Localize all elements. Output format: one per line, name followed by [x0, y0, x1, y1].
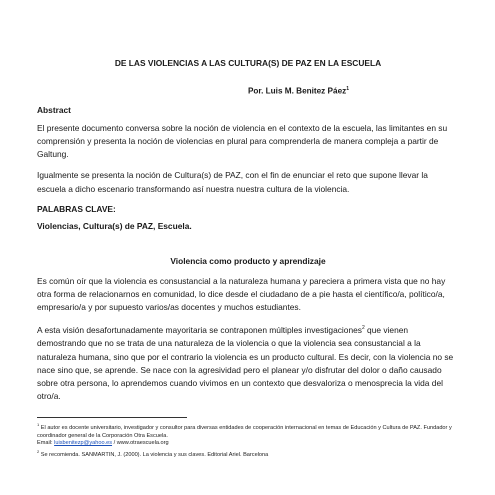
- abstract-paragraph-1: El presente documento conversa sobre la noción de violencia en el contexto de la escuela, las limitantes en su comprensión y presenta la noción de violencias en plural para comprenderla de manera compleja a partir de Galtung.: [37, 122, 448, 160]
- footnote-1-web: / www.otraescuela.org: [112, 440, 169, 447]
- footnote-1: [37, 421, 459, 448]
- section-paragraph-2-rest: que vienen demostrando que no se trata de una naturaleza de la violencia o que la violencia sea consustancial a la naturaleza humana, sino que por el contrario la violencia es un producto cultural. Es decir, con la violencia no se nace sino que, se aprende. Se nace con la agresividad pero el planear y/o disfrutar del dolor o daño causado sobre otra persona, lo aprendemos cuando vivimos en un contexto que desvaloriza o menosprecia la vida del otro/a.: [37, 325, 454, 402]
- keywords-heading: PALABRAS CLAVE:: [37, 203, 116, 214]
- footnote-2: [37, 448, 459, 459]
- footnote-1-email-label: Email:: [37, 440, 55, 447]
- author-email-link[interactable]: luisbenitezp@yahoo.es: [54, 440, 113, 447]
- author-name: Por. Luis M. Benitez Páez: [247, 86, 347, 96]
- citation-mark-2[interactable]: 2: [361, 325, 365, 332]
- footnote-1-text: El autor es docente universitario, investigador y consultor para diversas entidades de cooperación internacional en temas de Educación y Cultura de PAZ. Fundador y coordinador general de la Corporación Otra Escuela.: [37, 425, 452, 439]
- section-title: Violencia como producto y aprendizaje: [170, 255, 326, 266]
- abstract-paragraph-2: Igualmente se presenta la noción de Cultura(s) de PAZ, con el fin de enunciar el reto que supone llevar la escuela a dicho escenario transformando así nuestra nuestra cultura de la violencia.: [37, 170, 428, 194]
- footnote-divider: [37, 417, 187, 418]
- section-paragraph-1: Es común oír que la violencia es consustancial a la naturaleza humana y pareciera a primera vista que no hay otra forma de relacionarnos en comunidad, lo dice desde el ciudadano de a pie hasta el científico/a, político/a, empresario/a y por supuesto varios/as docentes y muchos estudiantes.: [37, 275, 446, 313]
- author-footnote-mark[interactable]: 1: [346, 86, 349, 92]
- footnote-1-mark: 1: [37, 422, 40, 428]
- author-line: [37, 84, 349, 97]
- section-paragraph-2: [37, 322, 459, 403]
- document-title: DE LAS VIOLENCIAS A LAS CULTURA(S) DE PAZ EN LA ESCUELA: [114, 58, 382, 68]
- footnote-2-mark: 2: [37, 449, 40, 455]
- abstract-heading: Abstract: [37, 104, 71, 115]
- footnote-2-text: Se recomienda. SANMARTIN, J. (2000). La violencia y sus claves. Editorial Ariel. Barcelona: [39, 451, 269, 458]
- section-paragraph-2-start: A esta visión desafortunadamente mayoritaria se contraponen múltiples investigaciones: [37, 325, 362, 336]
- keywords-list: Violencias, Cultura(s) de PAZ, Escuela.: [37, 220, 192, 231]
